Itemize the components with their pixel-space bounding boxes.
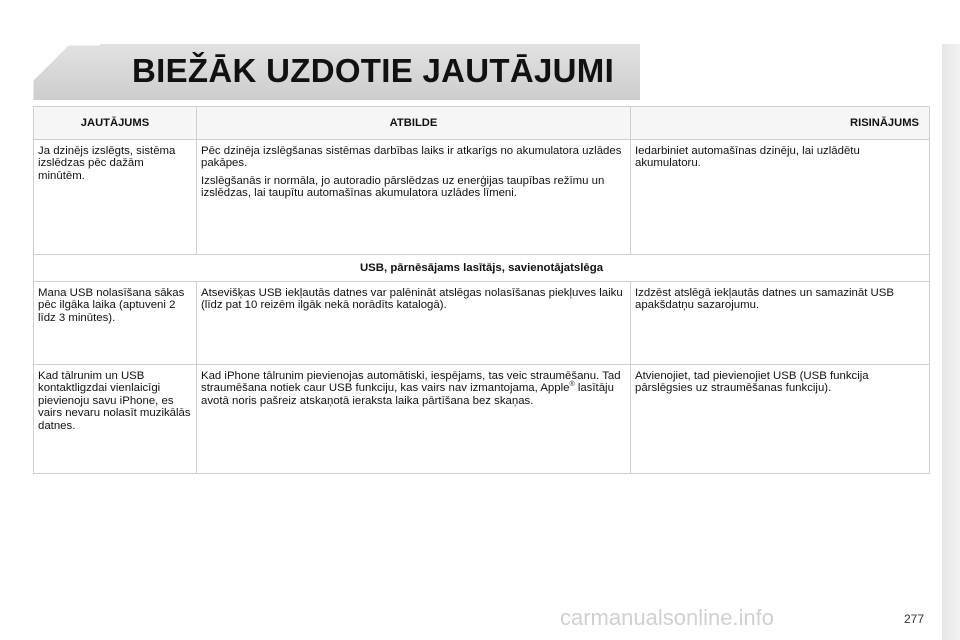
solution-cell: Iedarbiniet automašīnas dzinēju, lai uzlādētu akumulatoru. — [631, 140, 930, 255]
answer-paragraph: Pēc dzinēja izslēgšanas sistēmas darbības laiks ir atkarīgs no akumulatora uzlādes pakāpes. — [201, 145, 622, 170]
column-header-solution: RISINĀJUMS — [631, 107, 930, 140]
solution-cell: Atvienojiet, tad pievienojiet USB (USB funkcija pārslēgsies uz straumēšanas funkciju). — [631, 365, 930, 474]
section-header: USB, pārnēsājams lasītājs, savienotājatslēga — [34, 255, 930, 282]
faq-table — [33, 106, 930, 474]
column-header-answer: ATBILDE — [197, 107, 631, 140]
page-number: 277 — [903, 612, 924, 626]
answer-cell — [197, 365, 631, 474]
answer-paragraph: Izslēgšanās ir normāla, jo autoradio pārslēdzas uz enerģijas taupības režīmu un izslēdzas, lai taupītu automašīnas akumulatora uzlādes līmeni. — [201, 174, 605, 200]
solution-cell: Izdzēst atslēgā iekļautās datnes un samazināt USB apakšdatņu sazarojumu. — [631, 282, 930, 365]
table-header-row — [34, 107, 930, 140]
answer-text: Kad iPhone tālrunim pievienojas automātiski, iespējams, tas veic straumēšanu. Tad straumēšana notiek caur USB funkciju, kas vairs nav izmantojama, Apple — [201, 370, 621, 395]
section-header-row — [34, 255, 930, 282]
answer-cell — [197, 140, 631, 255]
answer-cell: Atsevišķas USB iekļautās datnes var palēnināt atslēgas nolasīšanas piekļuves laiku (līdz pat 10 reizēm ilgāk nekā norādīts katalogā). — [197, 282, 631, 365]
page-title: BIEŽĀK UZDOTIE JAUTĀJUMI — [132, 52, 615, 89]
question-cell: Mana USB nolasīšana sākas pēc ilgāka laika (aptuveni 2 līdz 3 minūtes). — [34, 282, 197, 365]
watermark: carmanualsonline.info — [560, 605, 775, 630]
registered-mark: ® — [569, 381, 575, 389]
answer-text: lasītāju avotā noris pašreiz atskaņotā ieraksta laika pārtīšana bez skaņas. — [201, 382, 614, 407]
question-cell: Kad tālrunim un USB kontaktligzdai vienlaicīgi pievienoju savu iPhone, es vairs nevaru nolasīt muzikālās datnes. — [34, 365, 197, 474]
table-row — [34, 365, 930, 474]
page-edge-strip — [942, 44, 960, 640]
question-cell: Ja dzinējs izslēgts, sistēma izslēdzas pēc dažām minūtēm. — [34, 140, 197, 255]
column-header-question: JAUTĀJUMS — [34, 107, 197, 140]
table-row — [34, 282, 930, 365]
table-row — [34, 140, 930, 255]
